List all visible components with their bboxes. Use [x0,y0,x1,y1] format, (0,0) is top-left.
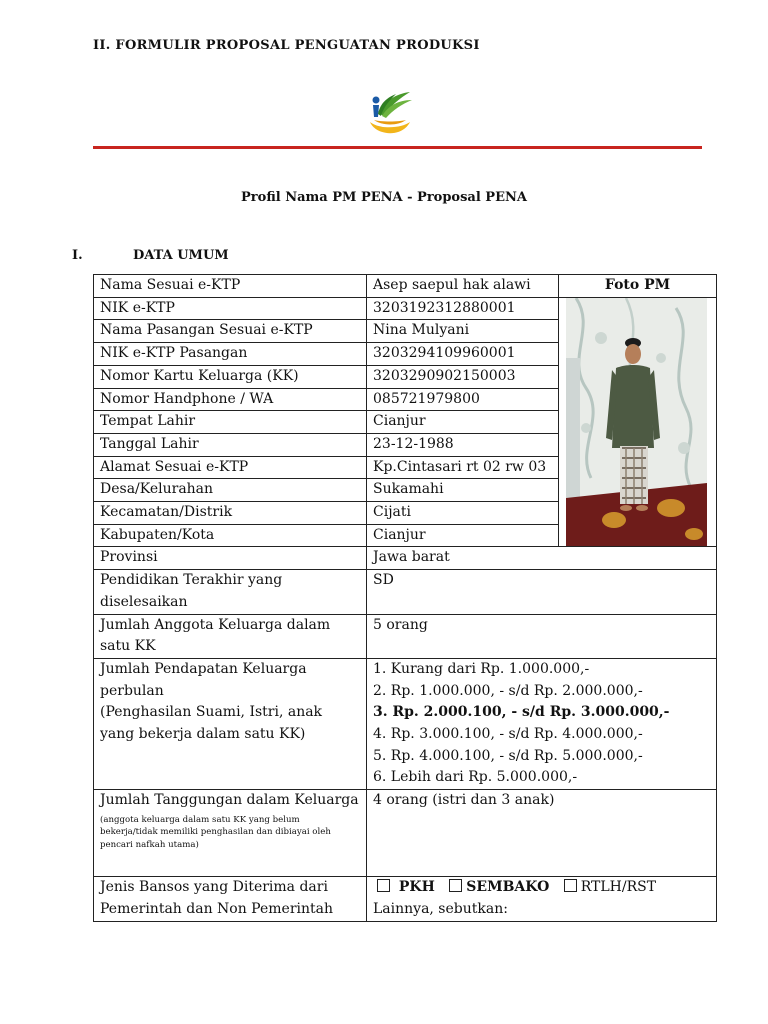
field-value: 3203294109960001 [367,343,559,366]
income-label: Jumlah Pendapatan Keluarga perbulan [100,660,307,699]
pkh-label: PKH [398,879,435,896]
ministry-logo [366,90,414,140]
table-row [94,790,717,877]
field-value: Cianjur [367,524,559,547]
income-option: 3. Rp. 2.000.100, - s/d Rp. 3.000.000,- [373,704,670,721]
rtlh-checkbox[interactable] [564,879,577,892]
field-value [367,658,717,789]
field-label: Tempat Lahir [94,411,367,434]
bansos-other: Lainnya, sebutkan: [373,900,508,917]
field-value: 085721979800 [367,388,559,411]
income-option: 1. Kurang dari Rp. 1.000.000,- [373,660,590,677]
income-option: 6. Lebih dari Rp. 5.000.000,- [373,769,578,786]
field-value: Cijati [367,502,559,525]
field-label: NIK e-KTP Pasangan [94,343,367,366]
field-value: Nina Mulyani [367,320,559,343]
income-option: 4. Rp. 3.000.100, - s/d Rp. 4.000.000,- [373,726,643,743]
dependents-note: (anggota keluarga dalam satu KK yang belum bekerja/tidak memiliki penghasilan dan dibiayai oleh pencari nafkah utama) [100,814,331,850]
field-value: 4 orang (istri dan 3 anak) [367,790,717,877]
field-value: Asep saepul hak alawi [367,275,559,298]
income-label-note: (Penghasilan Suami, Istri, anak yang bekerja dalam satu KK) [100,704,323,743]
photo-header: Foto PM [559,275,717,298]
field-value [367,877,717,921]
section-heading: DATA UMUM [133,248,229,263]
field-value: SD [367,570,717,614]
table-row [94,614,717,658]
field-label: Jumlah Anggota Keluarga dalam satu KK [94,614,367,658]
sembako-label: SEMBAKO [466,879,550,896]
field-label: Nama Pasangan Sesuai e-KTP [94,320,367,343]
table-row [94,547,717,570]
field-label: Alamat Sesuai e-KTP [94,456,367,479]
field-label: Kecamatan/Distrik [94,502,367,525]
section-number: I. [72,248,83,263]
field-label: NIK e-KTP [94,297,367,320]
table-row [94,570,717,614]
table-row [94,658,717,789]
field-value: Jawa barat [367,547,717,570]
field-label [94,658,367,789]
section-title: II. FORMULIR PROPOSAL PENGUATAN PRODUKSI [93,38,480,53]
income-options [373,659,710,789]
field-label: Provinsi [94,547,367,570]
field-label: Pendidikan Terakhir yang diselesaikan [94,570,367,614]
field-label: Tanggal Lahir [94,433,367,456]
field-value: Cianjur [367,411,559,434]
income-option: 5. Rp. 4.000.100, - s/d Rp. 5.000.000,- [373,747,643,764]
table-row [94,297,717,320]
field-value: 3203192312880001 [367,297,559,320]
field-label: Kabupaten/Kota [94,524,367,547]
field-value: Kp.Cintasari rt 02 rw 03 [367,456,559,479]
field-value: 23-12-1988 [367,433,559,456]
sembako-checkbox[interactable] [449,879,462,892]
pkh-checkbox[interactable] [377,879,390,892]
beneficiary-photo [566,298,707,546]
field-label: Jenis Bansos yang Diterima dari Pemerintah dan Non Pemerintah [94,877,367,921]
field-label [94,790,367,877]
bansos-options [373,877,710,899]
photo-cell [559,297,717,547]
header-divider [93,146,702,149]
field-label: Nomor Kartu Keluarga (KK) [94,365,367,388]
dependents-label: Jumlah Tanggungan dalam Keluarga [100,792,359,809]
rtlh-label: RTLH/RST [580,879,657,896]
field-label: Nomor Handphone / WA [94,388,367,411]
field-value: 3203290902150003 [367,365,559,388]
field-value: Sukamahi [367,479,559,502]
income-option: 2. Rp. 1.000.000, - s/d Rp. 2.000.000,- [373,682,643,699]
field-label: Desa/Kelurahan [94,479,367,502]
table-row [94,275,717,298]
table-row [94,877,717,921]
general-data-table [93,274,717,922]
field-label: Nama Sesuai e-KTP [94,275,367,298]
field-value: 5 orang [367,614,717,658]
profile-title: Profil Nama PM PENA - Proposal PENA [241,190,527,205]
